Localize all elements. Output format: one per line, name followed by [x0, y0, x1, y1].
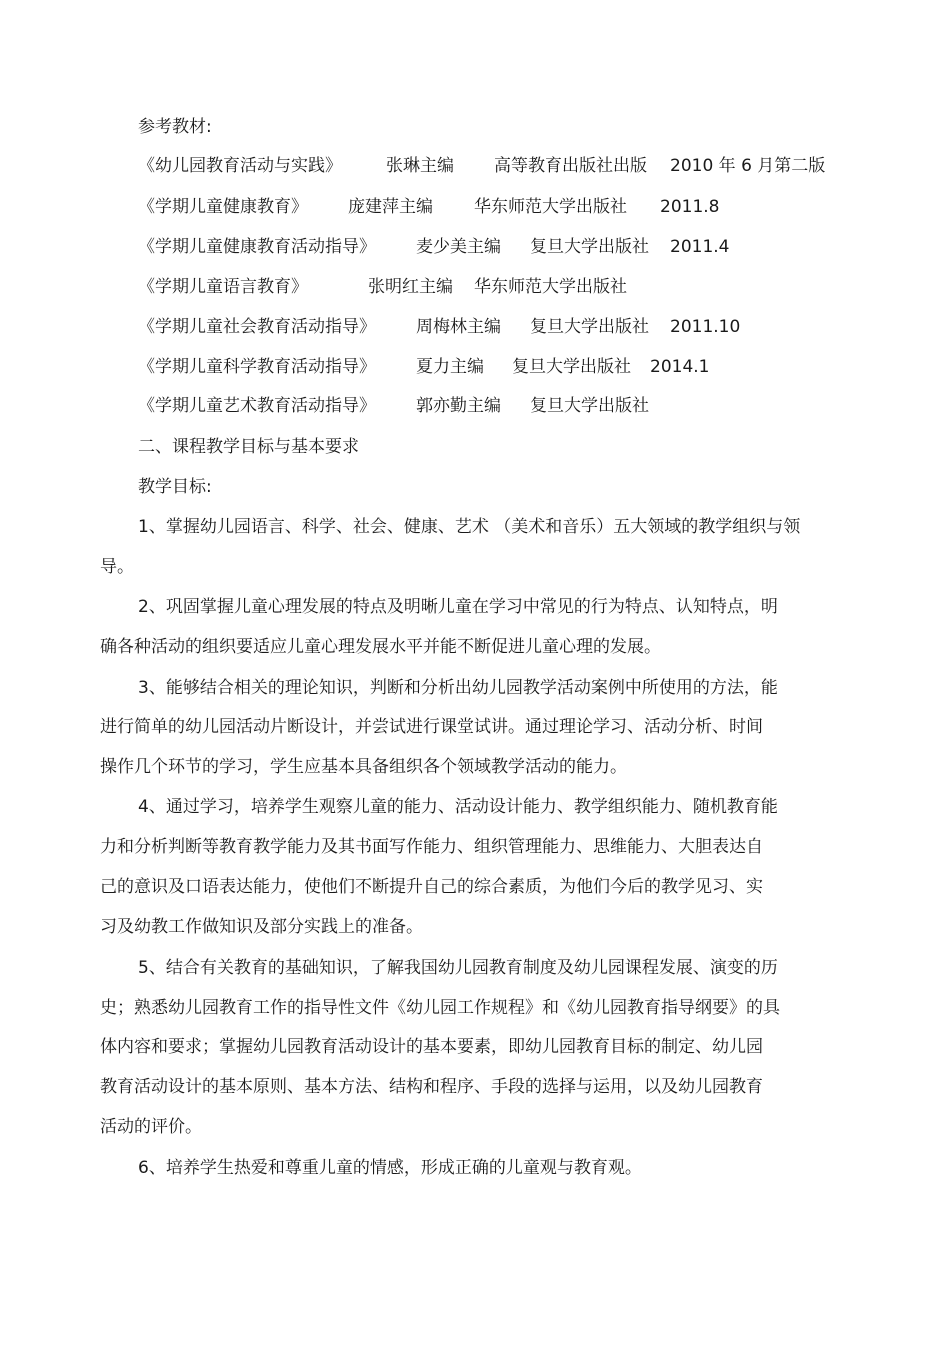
book-date: 2011.4: [670, 237, 730, 257]
goal-line: 2、巩固掌握儿童心理发展的特点及明晰儿童在学习中常见的行为特点、认知特点，明: [138, 597, 778, 617]
book-publisher: 高等教育出版社出版: [494, 156, 647, 176]
book-title: 《学期儿童艺术教育活动指导》: [138, 396, 376, 416]
goal-line: 史；熟悉幼儿园教育工作的指导性文件《幼儿园工作规程》和《幼儿园教育指导纲要》的具: [100, 998, 780, 1018]
book-title: 《幼儿园教育活动与实践》: [138, 156, 342, 176]
goal-line: 操作几个环节的学习，学生应基本具备组织各个领域教学活动的能力。: [100, 757, 627, 777]
book-publisher: 华东师范大学出版社: [474, 277, 627, 297]
book-publisher: 复旦大学出版社: [530, 317, 649, 337]
book-title: 《学期儿童科学教育活动指导》: [138, 357, 376, 377]
book-editor: 郭亦勤主编: [416, 396, 501, 416]
book-title: 《学期儿童健康教育活动指导》: [138, 237, 376, 257]
goal-line: 6、培养学生热爱和尊重儿童的情感，形成正确的儿童观与教育观。: [138, 1158, 642, 1178]
goal-line: 习及幼教工作做知识及部分实践上的准备。: [100, 917, 423, 937]
book-editor: 张明红主编: [368, 277, 453, 297]
book-title: 《学期儿童语言教育》: [138, 277, 308, 297]
book-date: 2011.10: [670, 317, 741, 337]
book-editor: 夏力主编: [416, 357, 484, 377]
goals-heading: 教学目标:: [138, 477, 212, 497]
book-publisher: 复旦大学出版社: [530, 396, 649, 416]
goal-line: 3、能够结合相关的理论知识，判断和分析出幼儿园教学活动案例中所使用的方法，能: [138, 678, 778, 698]
section-heading: 二、课程教学目标与基本要求: [138, 437, 359, 457]
book-date: 2010 年 6 月第二版: [670, 156, 826, 176]
book-publisher: 华东师范大学出版社: [474, 197, 627, 217]
book-editor: 张琳主编: [386, 156, 454, 176]
book-title: 《学期儿童健康教育》: [138, 197, 308, 217]
goal-line: 活动的评价。: [100, 1117, 202, 1137]
book-publisher: 复旦大学出版社: [512, 357, 631, 377]
goal-line: 教育活动设计的基本原则、基本方法、结构和程序、手段的选择与运用，以及幼儿园教育: [100, 1077, 763, 1097]
goal-line: 确各种活动的组织要适应儿童心理发展水平并能不断促进儿童心理的发展。: [100, 637, 661, 657]
book-editor: 麦少美主编: [416, 237, 501, 257]
book-date: 2011.8: [660, 197, 720, 217]
book-date: 2014.1: [650, 357, 710, 377]
book-title: 《学期儿童社会教育活动指导》: [138, 317, 376, 337]
book-publisher: 复旦大学出版社: [530, 237, 649, 257]
book-editor: 庞建萍主编: [348, 197, 433, 217]
goal-line: 导。: [100, 557, 134, 577]
book-editor: 周梅林主编: [416, 317, 501, 337]
goal-line: 体内容和要求；掌握幼儿园教育活动设计的基本要素，即幼儿园教育目标的制定、幼儿园: [100, 1037, 763, 1057]
goal-line: 4、通过学习，培养学生观察儿童的能力、活动设计能力、教学组织能力、随机教育能: [138, 797, 778, 817]
references-heading: 参考教材:: [138, 117, 212, 137]
goal-line: 1、掌握幼儿园语言、科学、社会、健康、艺术 （美术和音乐）五大领域的教学组织与领: [138, 517, 801, 537]
goal-line: 力和分析判断等教育教学能力及其书面写作能力、组织管理能力、思维能力、大胆表达自: [100, 837, 763, 857]
goal-line: 5、结合有关教育的基础知识，了解我国幼儿园教育制度及幼儿园课程发展、演变的历: [138, 958, 778, 978]
goal-line: 进行简单的幼儿园活动片断设计，并尝试进行课堂试讲。通过理论学习、活动分析、时间: [100, 717, 763, 737]
goal-line: 己的意识及口语表达能力，使他们不断提升自己的综合素质，为他们今后的教学见习、实: [100, 877, 763, 897]
